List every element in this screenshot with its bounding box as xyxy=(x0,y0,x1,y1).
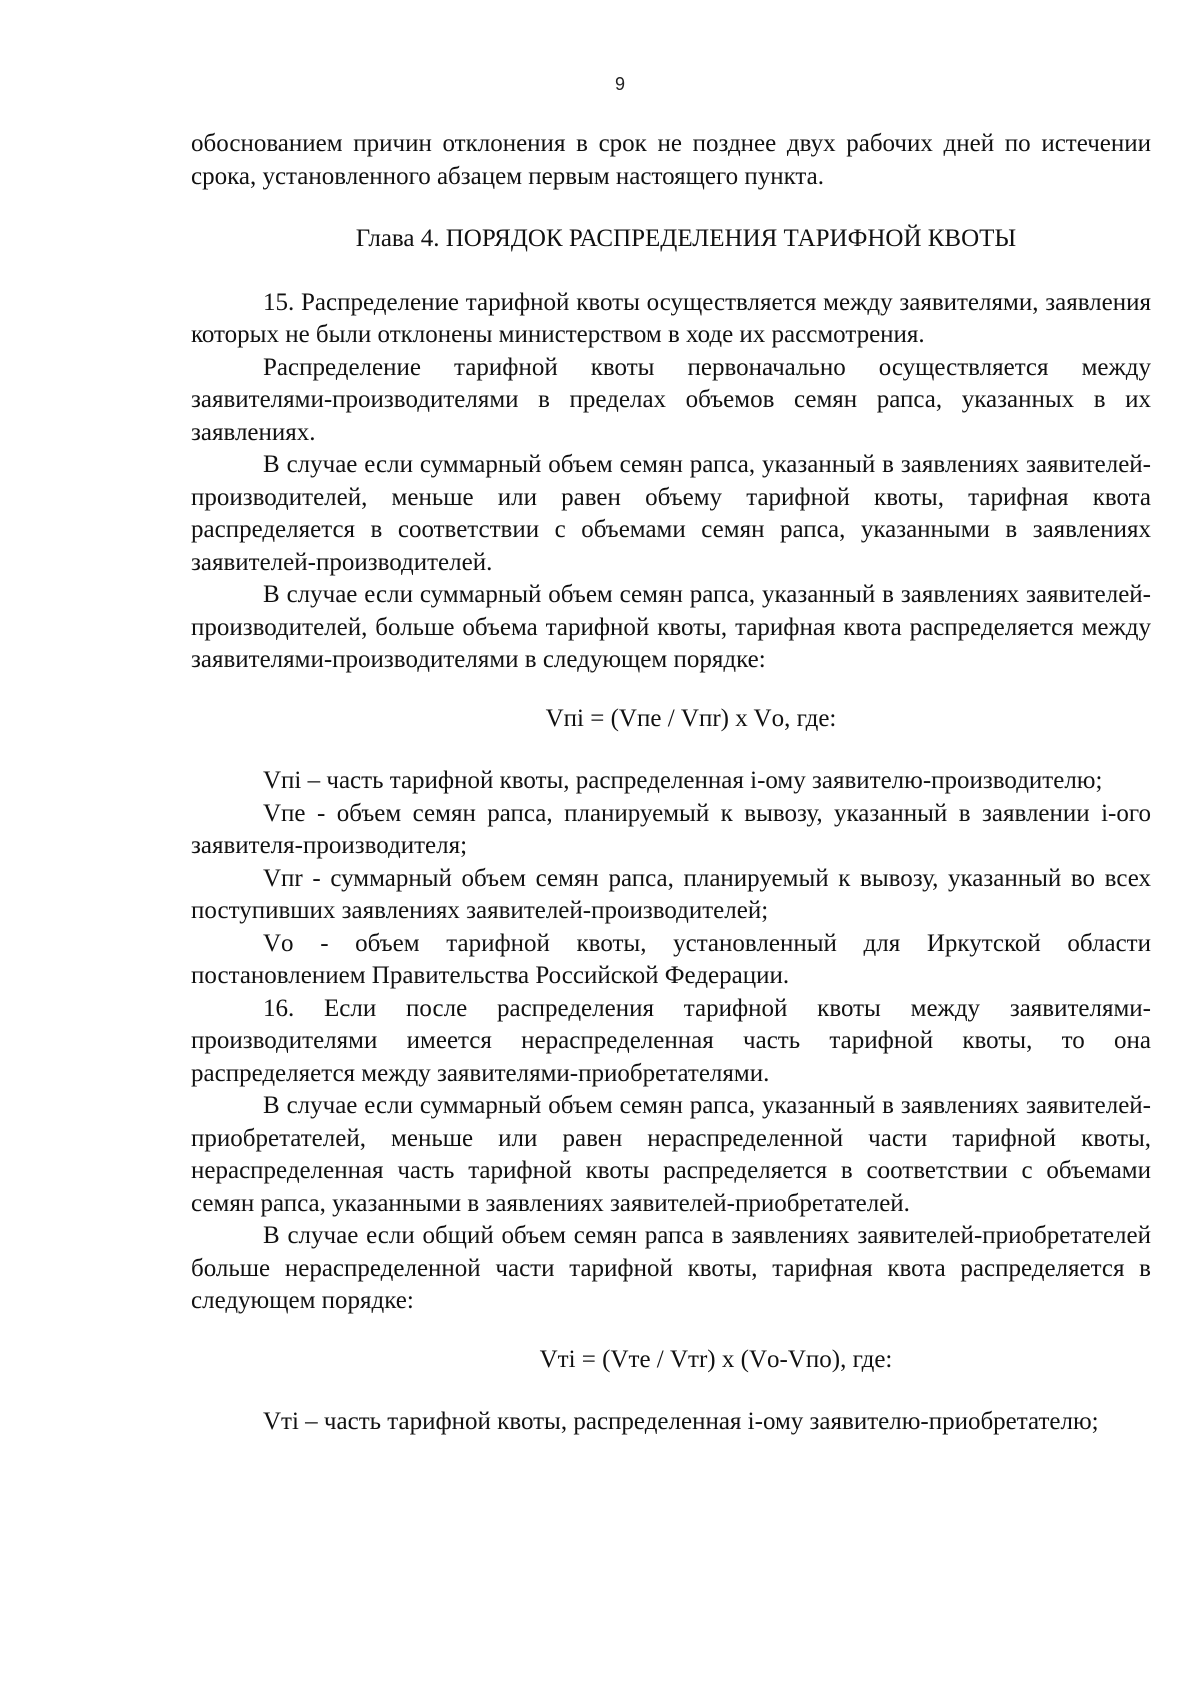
page-number: 9 xyxy=(614,74,625,94)
intro-paragraph: обоснованием причин отклонения в срок не позднее двух рабочих дней по истечении срока, установленного абзацем первым настоящего пункта. xyxy=(191,130,1151,190)
formula-producers: Vпi = (Vпе / Vпr) x Vо, где: xyxy=(545,704,837,732)
chapter-heading: Глава 4. ПОРЯДОК РАСПРЕДЕЛЕНИЯ ТАРИФНОЙ КВОТЫ xyxy=(355,225,1017,252)
definition-vo: Vо - объем тарифной квоты, установленный для Иркутской области постановлением Правительства Российской Федерации. xyxy=(191,929,1151,989)
definition-vti: Vтi – часть тарифной квоты, распределенная i-ому заявителю-приобретателю; xyxy=(263,1408,1099,1435)
paragraph-greater: В случае если суммарный объем семян рапса, указанный в заявлениях заявителей-производителей, больше объема тарифной квоты, тарифная квота распределяется между заявителями-производителями в следующем порядке: xyxy=(191,581,1151,673)
document-body xyxy=(191,128,1151,1439)
paragraph-16: 16. Если после распределения тарифной квоты между заявителями-производителями имеется нераспределенная часть тарифной квоты, то она распределяется между заявителями-приобретателями. xyxy=(191,994,1151,1087)
definition-vpr: Vпr - суммарный объем семян рапса, планируемый к вывозу, указанный во всех поступивших заявлениях заявителей-производителей; xyxy=(191,864,1151,924)
paragraph-acquirers-less-or-equal: В случае если суммарный объем семян рапса, указанный в заявлениях заявителей-приобретателей, меньше или равен нераспределенной части тарифной квоты, нераспределенная часть тарифной квоты распределяется в соответствии с объемами семян рапса, указанными в заявлениях заявителей-приобретателей. xyxy=(191,1092,1151,1217)
definition-vpe: Vпе - объем семян рапса, планируемый к вывозу, указанный в заявлении i-ого заявителя-производителя; xyxy=(191,799,1151,859)
paragraph-acquirers-greater: В случае если общий объем семян рапса в заявлениях заявителей-приобретателей больше нераспределенной части тарифной квоты, тарифная квота распределяется в следующем порядке: xyxy=(191,1222,1151,1314)
paragraph-15: 15. Распределение тарифной квоты осуществляется между заявителями, заявления которых не были отклонены министерством в ходе их рассмотрения. xyxy=(191,288,1151,348)
paragraph-initial-distribution: Распределение тарифной квоты первоначально осуществляется между заявителями-производителями в пределах объемов семян рапса, указанных в их заявлениях. xyxy=(191,353,1151,446)
definition-vpi: Vпi – часть тарифной квоты, распределенная i-ому заявителю-производителю; xyxy=(263,767,1103,794)
paragraph-less-or-equal: В случае если суммарный объем семян рапса, указанный в заявлениях заявителей-производителей, меньше или равен объему тарифной квоты, тарифная квота распределяется в соответствии с объемами семян рапса, указанными в заявлениях заявителей-производителей. xyxy=(191,451,1151,576)
formula-acquirers: Vтi = (Vте / Vтr) x (Vо-Vпо), где: xyxy=(539,1345,893,1373)
